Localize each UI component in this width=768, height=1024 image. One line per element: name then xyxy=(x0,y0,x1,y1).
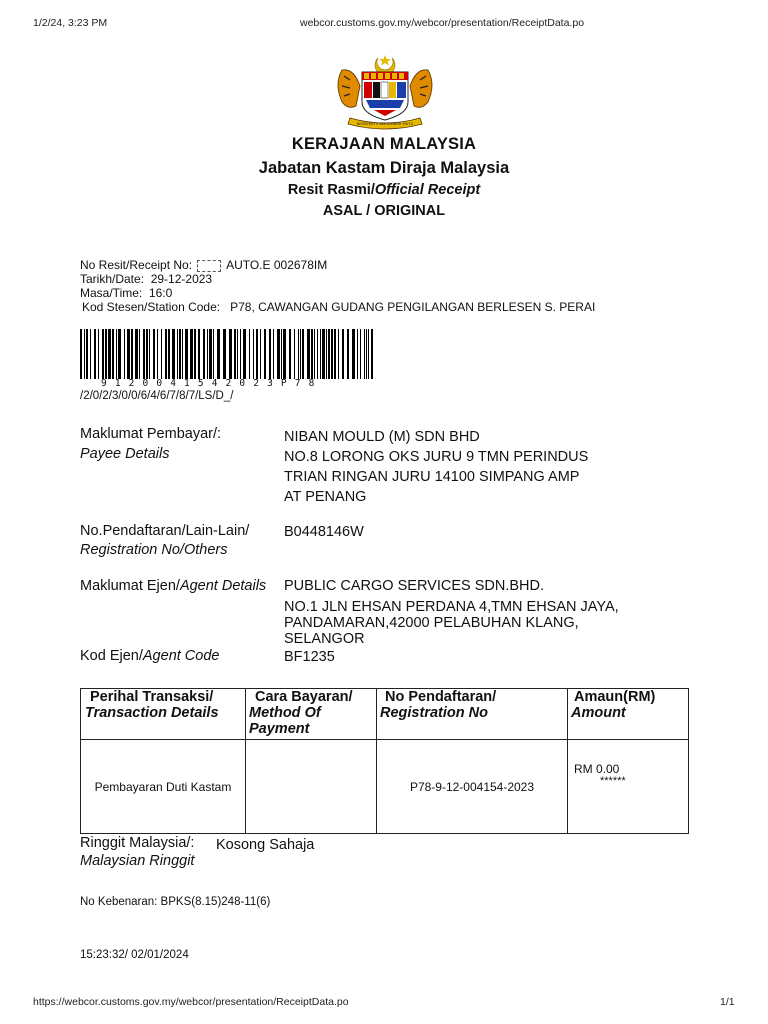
agent-line: NO.1 JLN EHSAN PERDANA 4,TMN EHSAN JAYA, xyxy=(284,599,619,615)
agent-details xyxy=(284,578,619,647)
agent-label: Maklumat Ejen/Agent Details xyxy=(80,578,267,594)
print-footer-url: https://webcor.customs.gov.my/webcor/presentation/ReceiptData.po xyxy=(33,996,349,1008)
time-label: Masa/Time: xyxy=(80,286,143,300)
cell-method-of-payment xyxy=(246,740,377,834)
cell-transaction-details: Pembayaran Duti Kastam xyxy=(81,740,246,834)
barcode-bar xyxy=(294,329,295,379)
print-timestamp: 15:23:32/ 02/01/2024 xyxy=(80,949,189,961)
station-row xyxy=(82,300,595,314)
time-value: 16:0 xyxy=(148,286,173,300)
cell-registration-no: P78-9-12-004154-2023 xyxy=(377,740,568,834)
barcode-bar xyxy=(317,329,318,379)
agent-line: SELANGOR xyxy=(284,631,365,647)
registration-label-en: Registration No/Others xyxy=(80,542,228,558)
barcode-bar xyxy=(277,329,280,379)
station-value: P78, CAWANGAN GUDANG PENGILANGAN BERLESEN S. PERAI xyxy=(230,300,596,314)
receipt-title-ms: Resit Rasmi/ xyxy=(287,182,375,198)
date-row xyxy=(80,272,212,286)
barcode-bar xyxy=(172,329,175,379)
barcode-bar xyxy=(371,329,373,379)
agent-line: PANDAMARAN,42000 PELABUHAN KLANG, xyxy=(284,615,579,631)
barcode-bar xyxy=(229,329,232,379)
barcode-bar xyxy=(194,329,196,379)
svg-text:BERSEKUTU BERTAMBAH MUTU: BERSEKUTU BERTAMBAH MUTU xyxy=(356,122,414,126)
barcode-bar xyxy=(240,329,241,379)
barcode-bar xyxy=(314,329,315,379)
receipt-number-value: AUTO.E 002678IM xyxy=(226,258,328,272)
barcode-bar xyxy=(260,329,261,379)
barcode-bar xyxy=(234,329,236,379)
government-title: KERAJAAN MALAYSIA xyxy=(291,135,477,153)
barcode-bar xyxy=(360,329,361,379)
print-datetime: 1/2/24, 3:23 PM xyxy=(33,17,108,29)
barcode-bar xyxy=(302,329,304,379)
barcode xyxy=(80,329,376,379)
barcode-bar xyxy=(311,329,313,379)
barcode-bar xyxy=(161,329,162,379)
barcode-bar xyxy=(256,329,258,379)
department-title: Jabatan Kastam Diraja Malaysia xyxy=(258,159,510,177)
amount-value: RM 0.00 xyxy=(574,762,620,776)
barcode-bar xyxy=(102,329,104,379)
barcode-bar xyxy=(124,329,125,379)
transaction-table xyxy=(80,688,689,834)
registration-label-ms: No.Pendaftaran/Lain-Lain/ xyxy=(80,523,250,539)
barcode-bar xyxy=(118,329,121,379)
barcode-bar xyxy=(366,329,367,379)
barcode-bar xyxy=(209,329,212,379)
barcode-bar xyxy=(298,329,299,379)
ringgit-value: Kosong Sahaja xyxy=(216,837,315,853)
barcode-bar xyxy=(289,329,291,379)
payee-line: AT PENANG xyxy=(284,489,367,505)
barcode-bar xyxy=(357,329,358,379)
barcode-bars xyxy=(80,329,376,379)
header-amount: Amaun(RM) Amount xyxy=(568,689,689,740)
barcode-bar xyxy=(307,329,310,379)
barcode-reference: /2/0/2/3/0/0/6/4/6/7/8/7/LS/D_/ xyxy=(80,390,234,402)
barcode-bar xyxy=(264,329,266,379)
barcode-bar xyxy=(283,329,286,379)
barcode-bar xyxy=(237,329,238,379)
barcode-bar xyxy=(322,329,325,379)
barcode-bar xyxy=(207,329,208,379)
barcode-bar xyxy=(273,329,274,379)
barcode-bar xyxy=(131,329,133,379)
barcode-bar xyxy=(80,329,82,379)
agent-code-value: BF1235 xyxy=(284,649,335,665)
header-registration-no: No Pendaftaran/ Registration No xyxy=(377,689,568,740)
receipt-number-label: No Resit/Receipt No: xyxy=(80,258,193,272)
barcode-bar xyxy=(116,329,117,379)
barcode-bar xyxy=(149,329,150,379)
barcode-bar xyxy=(177,329,178,379)
barcode-bar xyxy=(368,329,369,379)
payee-line: NO.8 LORONG OKS JURU 9 TMN PERINDUS xyxy=(284,449,589,465)
permit-number: No Kebenaran: BPKS(8.15)248-11(6) xyxy=(80,896,271,908)
barcode-bar xyxy=(143,329,145,379)
registration-value: B0448146W xyxy=(284,524,364,540)
barcode-bar xyxy=(105,329,107,379)
barcode-bar xyxy=(281,329,282,379)
header-transaction-details: Perihal Transaksi/ Transaction Details xyxy=(81,689,246,740)
barcode-bar xyxy=(249,329,250,379)
barcode-bar xyxy=(342,329,344,379)
agent-code-label: Kod Ejen/Agent Code xyxy=(80,648,220,664)
receipt-number-row xyxy=(80,258,327,272)
barcode-bar xyxy=(84,329,85,379)
barcode-bar xyxy=(320,329,321,379)
barcode-bar xyxy=(203,329,205,379)
ringgit-label-ms: Ringgit Malaysia/: xyxy=(80,835,195,851)
ringgit-label-en: Malaysian Ringgit xyxy=(80,853,195,869)
barcode-bar xyxy=(185,329,188,379)
barcode-bar xyxy=(352,329,355,379)
barcode-bar xyxy=(98,329,99,379)
payee-label-ms: Maklumat Pembayar/: xyxy=(80,426,222,442)
receipt-title xyxy=(0,182,768,198)
table-header-row xyxy=(81,689,689,740)
cell-amount xyxy=(568,740,689,834)
barcode-bar xyxy=(108,329,111,379)
agent-line: PUBLIC CARGO SERVICES SDN.BHD. xyxy=(284,578,544,594)
barcode-bar xyxy=(182,329,183,379)
barcode-bar xyxy=(168,329,170,379)
barcode-bar xyxy=(139,329,140,379)
barcode-bar xyxy=(243,329,246,379)
date-value: 29-12-2023 xyxy=(150,272,213,286)
barcode-bar xyxy=(153,329,155,379)
station-label: Kod Stesen/Station Code: xyxy=(82,300,221,314)
coat-of-arms-emblem xyxy=(330,52,440,132)
print-header-url: webcor.customs.gov.my/webcor/presentation/ReceiptData.po xyxy=(300,17,585,29)
barcode-bar xyxy=(112,329,114,379)
amount-stars: ****** xyxy=(600,775,626,787)
payee-line: TRIAN RINGAN JURU 14100 SIMPANG AMP xyxy=(284,469,580,485)
barcode-bar xyxy=(127,329,130,379)
barcode-bar xyxy=(223,329,226,379)
barcode-bar xyxy=(135,329,138,379)
barcode-bar xyxy=(90,329,91,379)
payee-details xyxy=(284,428,588,506)
barcode-bar xyxy=(179,329,181,379)
barcode-bar xyxy=(213,329,214,379)
barcode-bar xyxy=(326,329,327,379)
barcode-bar xyxy=(146,329,148,379)
barcode-bar xyxy=(364,329,365,379)
barcode-bar xyxy=(217,329,220,379)
barcode-bar xyxy=(338,329,339,379)
barcode-bar xyxy=(86,329,88,379)
barcode-bar xyxy=(165,329,167,379)
barcode-bar xyxy=(331,329,333,379)
barcode-bar xyxy=(269,329,271,379)
barcode-bar xyxy=(190,329,193,379)
barcode-bar xyxy=(253,329,254,379)
header-method-of-payment: Cara Bayaran/ Method Of Payment xyxy=(246,689,377,740)
barcode-bar xyxy=(334,329,336,379)
receipt-title-en: Official Receipt xyxy=(374,182,481,198)
time-row xyxy=(80,286,172,300)
barcode-bar xyxy=(300,329,301,379)
barcode-bar xyxy=(94,329,96,379)
barcode-bar xyxy=(157,329,158,379)
print-page-count: 1/1 xyxy=(720,996,735,1008)
barcode-digits: 9 1 2 0 0 4 1 5 4 2 0 2 3 P 7 8 xyxy=(101,378,316,389)
unicode-box-icon xyxy=(197,260,221,272)
payee-label-en: Payee Details xyxy=(80,446,170,462)
barcode-bar xyxy=(347,329,349,379)
date-label: Tarikh/Date: xyxy=(80,272,145,286)
payee-line: NIBAN MOULD (M) SDN BHD xyxy=(284,429,480,445)
barcode-bar xyxy=(328,329,330,379)
barcode-bar xyxy=(198,329,200,379)
table-row xyxy=(81,740,689,834)
original-label: ASAL / ORIGINAL xyxy=(322,203,446,219)
